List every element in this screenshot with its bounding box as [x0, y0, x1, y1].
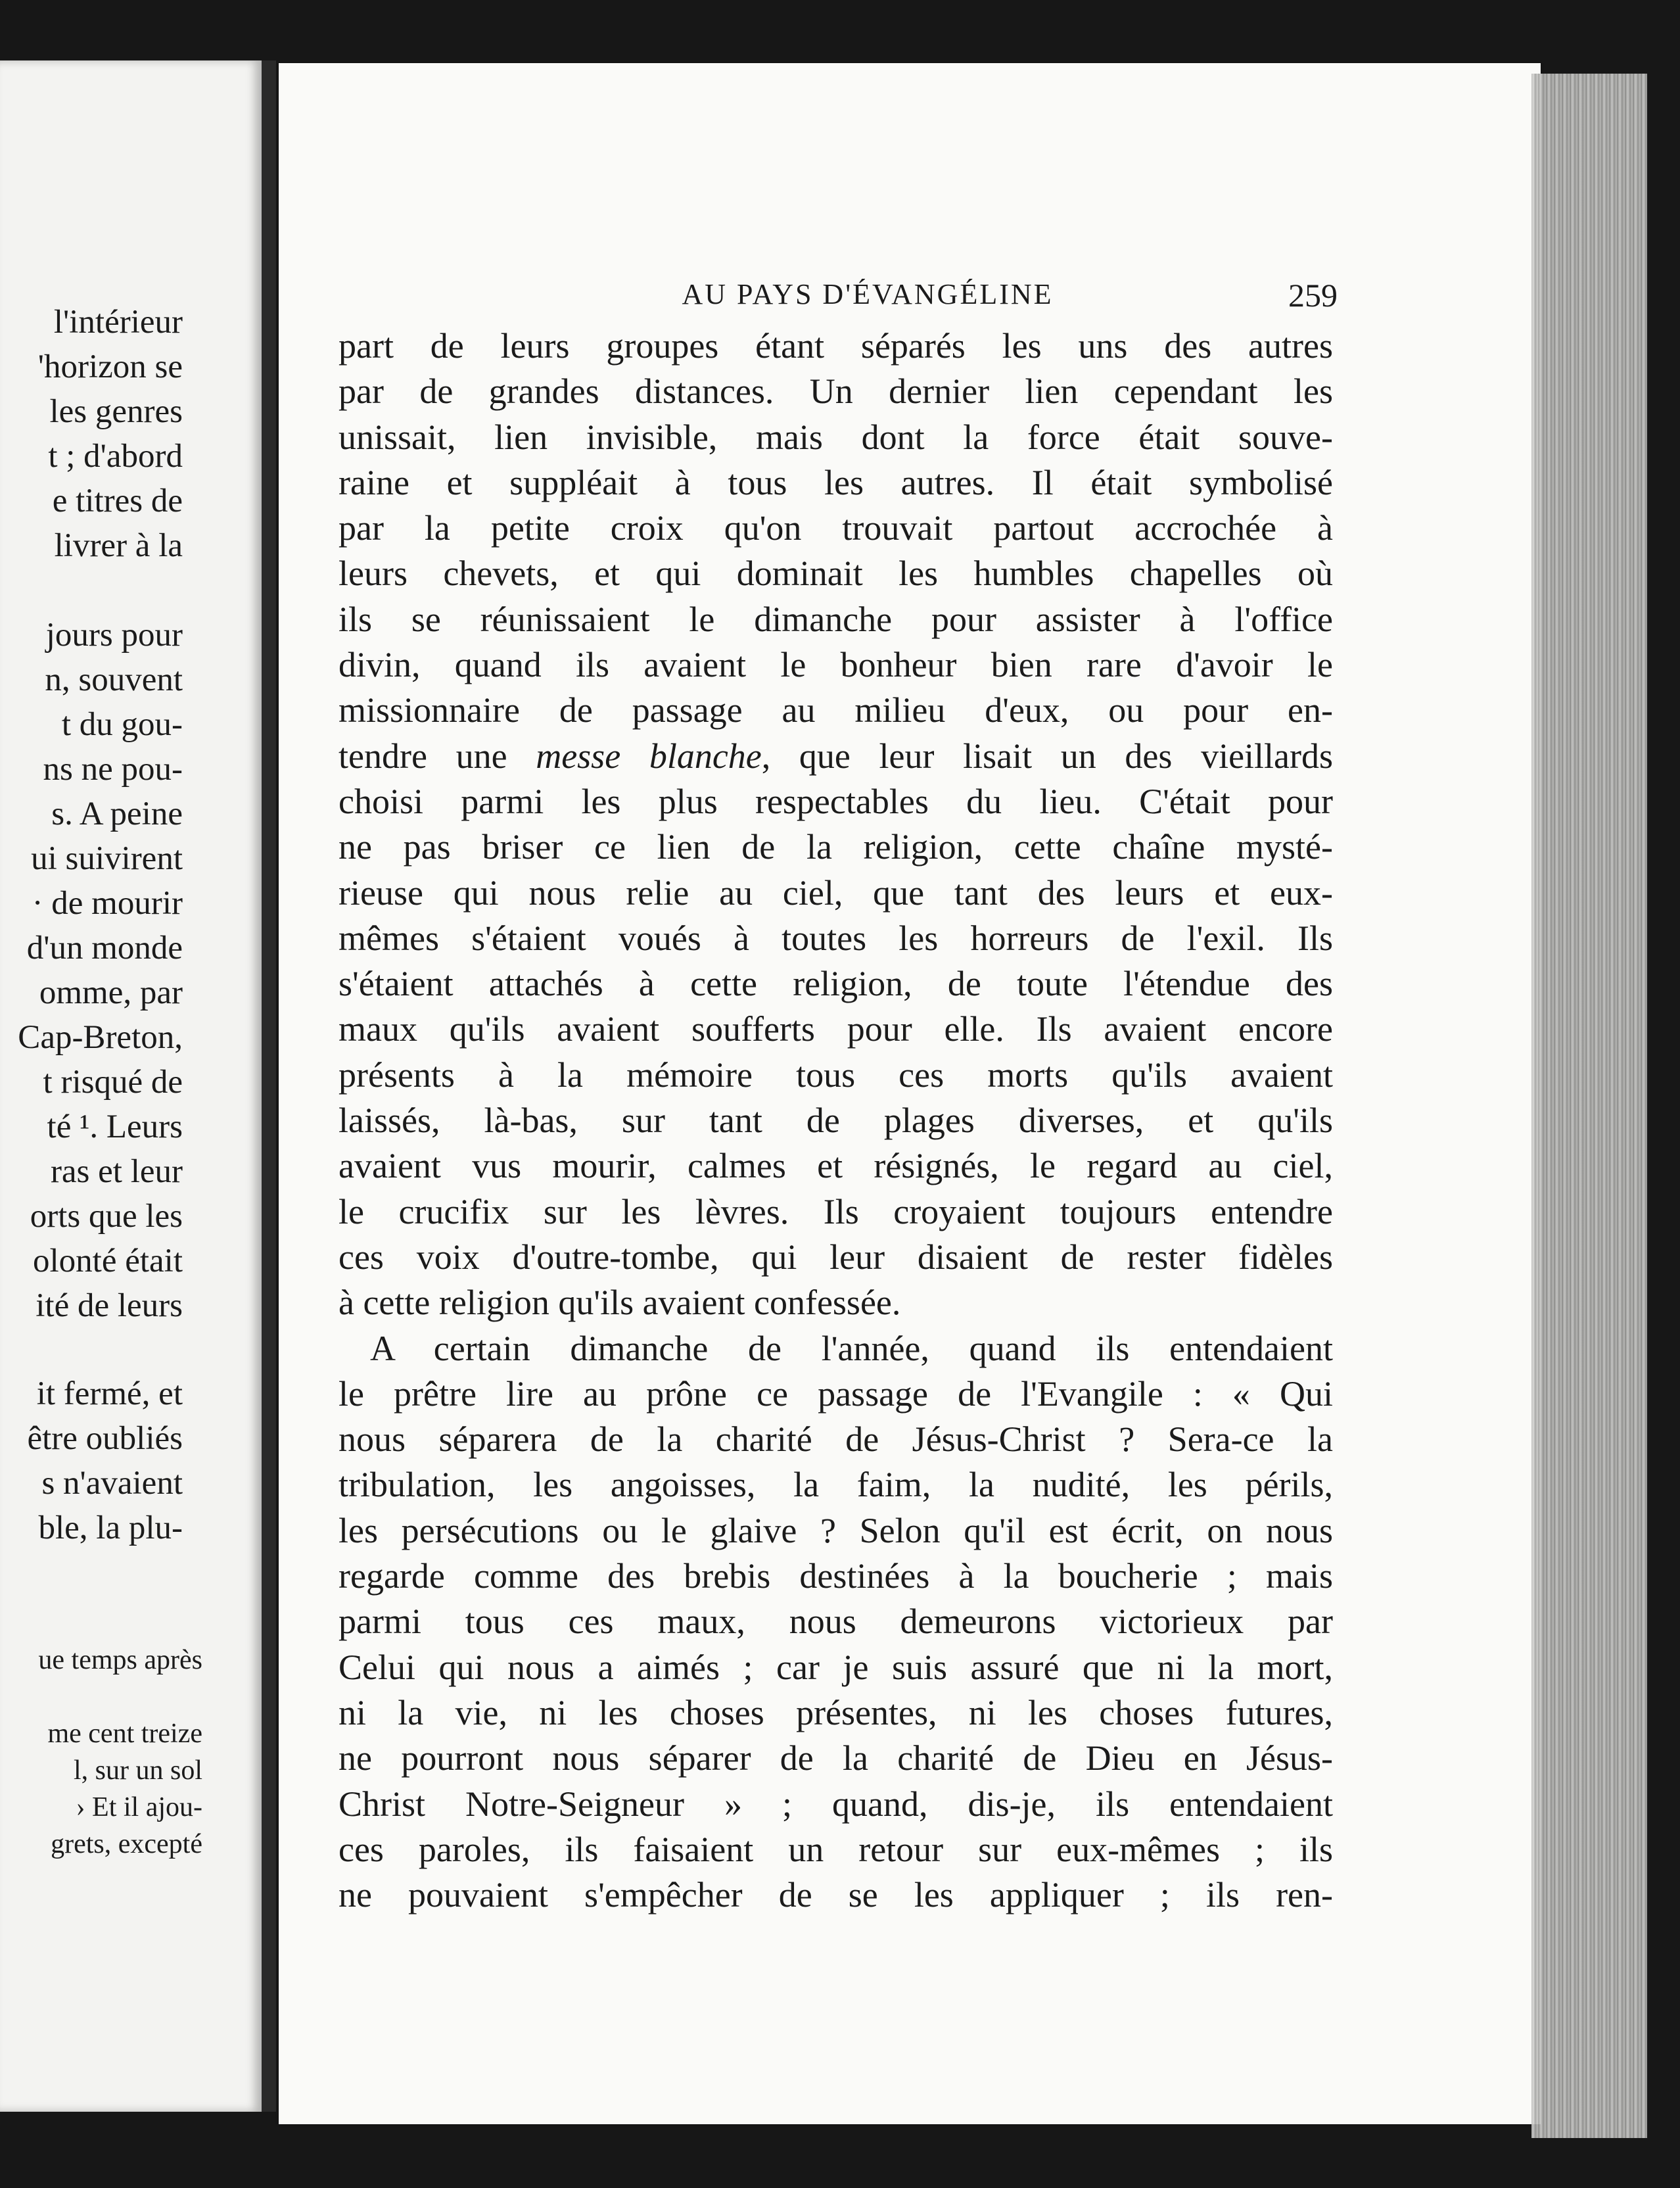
text-line: ne pouvaient s'empêcher de se les appliquer ; ils ren-: [338, 1875, 1333, 1915]
text-line: unissait, lien invisible, mais dont la force était souve-: [338, 417, 1333, 457]
italic-phrase: messe blanche: [536, 736, 762, 776]
text-line: ces paroles, ils faisaient un retour sur eux-mêmes ; ils: [338, 1829, 1333, 1869]
text-line: raine et suppléait à tous les autres. Il était symbolisé: [338, 462, 1333, 502]
left-page-line: orts que les: [30, 1198, 183, 1235]
text-line: présents à la mémoire tous ces morts qu'ils avaient: [338, 1055, 1333, 1095]
text-line-with-italic: [338, 734, 1333, 779]
text-line: part de leurs groupes étant séparés les uns des autres: [338, 326, 1333, 366]
left-page-footnote-line: grets, excepté: [51, 1829, 202, 1859]
left-page-line: livrer à la: [54, 527, 183, 564]
text-line: divin, quand ils avaient le bonheur bien rare d'avoir le: [338, 645, 1333, 685]
left-page-line: l'intérieur: [53, 304, 183, 341]
left-page-line: s n'avaient: [41, 1465, 183, 1502]
left-page-footnote-line: › Et il ajou-: [76, 1792, 202, 1822]
text-line: le prêtre lire au prône ce passage de l'Evangile : « Qui: [338, 1373, 1333, 1414]
left-page-line: it fermé, et: [36, 1375, 183, 1412]
text-line: ne pas briser ce lien de la religion, cette chaîne mysté-: [338, 827, 1333, 867]
left-page-line: être oubliés: [27, 1420, 183, 1457]
left-page-line: ras et leur: [50, 1153, 183, 1190]
text-line: ni la vie, ni les choses présentes, ni les choses futures,: [338, 1692, 1333, 1732]
text-line: ces voix d'outre-tombe, qui leur disaient de rester fidèles: [338, 1237, 1333, 1277]
text-segment: tendre une: [338, 736, 536, 776]
left-page-line: ui suivirent: [31, 840, 183, 877]
text-line: choisi parmi les plus respectables du lieu. C'était pour: [338, 781, 1333, 821]
left-page-line: s. A peine: [51, 796, 183, 832]
previous-page-fragment: [0, 60, 262, 2112]
text-line: leurs chevets, et qui dominait les humbles chapelles où: [338, 554, 1333, 594]
text-line: ne pourront nous séparer de la charité de Dieu en Jésus-: [338, 1738, 1333, 1778]
text-line: Celui qui nous a aimés ; car je suis assuré que ni la mort,: [338, 1647, 1333, 1687]
text-line: Christ Notre-Seigneur » ; quand, dis-je, ils entendaient: [338, 1784, 1333, 1824]
running-head: AU PAYS D'ÉVANGÉLINE: [682, 278, 1054, 310]
left-page-line: omme, par: [39, 974, 183, 1011]
page-edges: [1531, 74, 1647, 2138]
left-page-line: d'un monde: [26, 930, 183, 966]
left-page-line: té ¹. Leurs: [47, 1108, 183, 1145]
left-page-footnote-line: l, sur un sol: [73, 1755, 202, 1786]
text-line: laissés, là-bas, sur tant de plages diverses, et qu'ils: [338, 1101, 1333, 1141]
text-segment: , que leur lisait un des vieillards: [761, 736, 1334, 776]
left-page-line: Cap-Breton,: [18, 1019, 183, 1056]
left-page-line: t ; d'abord: [48, 438, 183, 475]
text-line: par la petite croix qu'on trouvait partout accrochée à: [338, 508, 1333, 548]
text-line: missionnaire de passage au milieu d'eux, ou pour en-: [338, 690, 1333, 730]
text-line: par de grandes distances. Un dernier lien cependant les: [338, 371, 1333, 412]
text-line: A certain dimanche de l'année, quand ils entendaient: [370, 1328, 1333, 1368]
page-number: 259: [1288, 277, 1338, 314]
left-page-footnote-line: ue temps après: [38, 1645, 202, 1675]
left-page-line: les genres: [49, 393, 183, 430]
text-line: à cette religion qu'ils avaient confessée.: [338, 1283, 901, 1323]
left-page-line: · de mourir: [32, 885, 183, 922]
left-page-line: t du gou-: [61, 706, 183, 743]
text-line: rieuse qui nous relie au ciel, que tant des leurs et eux-: [338, 872, 1333, 913]
left-page-line: olonté était: [32, 1243, 183, 1279]
text-line: maux qu'ils avaient soufferts pour elle. Ils avaient encore: [338, 1009, 1333, 1049]
text-line: ils se réunissaient le dimanche pour assister à l'office: [338, 599, 1333, 639]
text-line: tribulation, les angoisses, la faim, la nudité, les périls,: [338, 1465, 1333, 1505]
left-page-line: t risqué de: [43, 1064, 183, 1101]
text-line: les persécutions ou le glaive ? Selon qu'il est écrit, on nous: [338, 1510, 1333, 1550]
left-page-line: e titres de: [52, 483, 183, 519]
left-page-footnote-line: me cent treize: [47, 1719, 202, 1749]
text-line: mêmes s'étaient voués à toutes les horreurs de l'exil. Ils: [338, 918, 1333, 958]
left-page-line: ble, la plu-: [38, 1510, 183, 1546]
left-page-line: n, souvent: [45, 661, 183, 698]
left-page-line: 'horizon se: [37, 348, 183, 385]
book-gutter: [262, 60, 276, 2112]
left-page-line: ns ne pou-: [43, 751, 183, 788]
text-line: le crucifix sur les lèvres. Ils croyaient toujours entendre: [338, 1191, 1333, 1231]
left-page-line: ité de leurs: [35, 1287, 183, 1324]
left-page-line: jours pour: [45, 617, 183, 654]
text-line: avaient vus mourir, calmes et résignés, le regard au ciel,: [338, 1146, 1333, 1186]
text-line: nous séparera de la charité de Jésus-Christ ? Sera-ce la: [338, 1419, 1333, 1460]
body-text: [338, 323, 1333, 1918]
text-line: s'étaient attachés à cette religion, de toute l'étendue des: [338, 964, 1333, 1004]
text-line: parmi tous ces maux, nous demeurons victorieux par: [338, 1602, 1333, 1642]
text-line: regarde comme des brebis destinées à la boucherie ; mais: [338, 1556, 1333, 1596]
